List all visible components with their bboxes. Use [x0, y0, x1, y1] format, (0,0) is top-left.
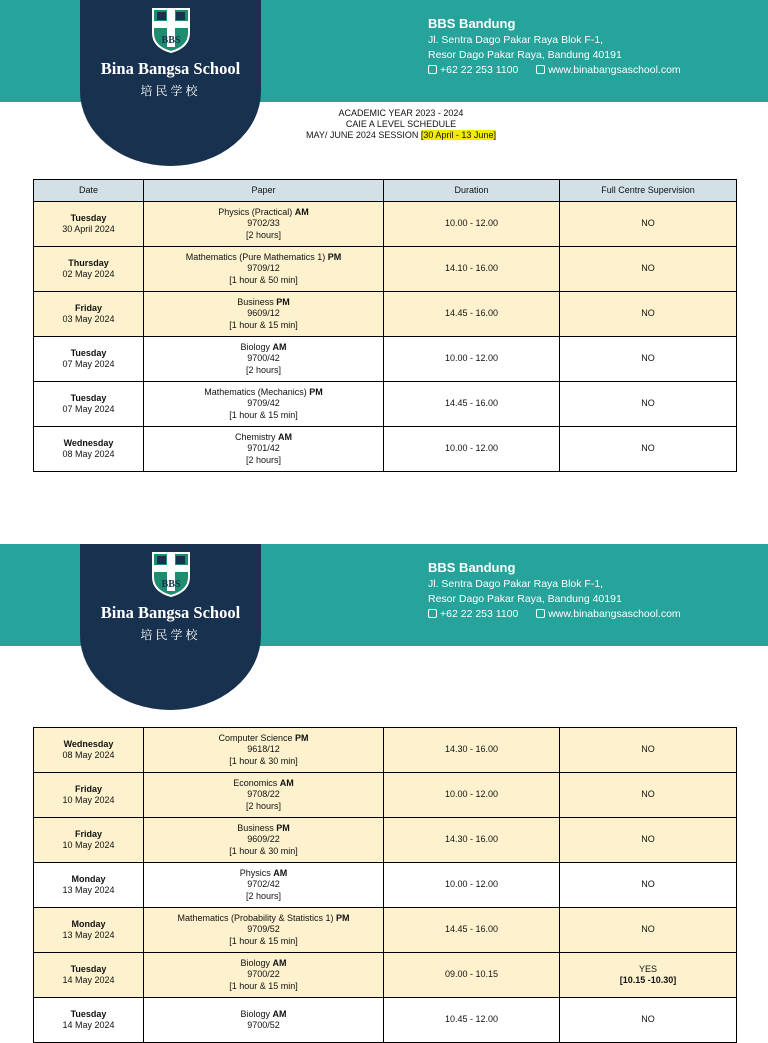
duration-cell: 14.30 - 16.00	[384, 728, 560, 773]
exam-day: Tuesday	[70, 963, 107, 974]
phone-number: +62 22 253 1100	[440, 64, 519, 76]
exam-date: 30 April 2024	[62, 224, 115, 234]
paper-session: AM	[278, 432, 292, 443]
address-line-1: Jl. Sentra Dago Pakar Raya Blok F-1,	[428, 34, 604, 46]
exam-day: Friday	[74, 783, 102, 794]
paper-subject-line	[144, 733, 383, 744]
phone-icon	[428, 65, 437, 74]
paper-session: AM	[273, 868, 288, 879]
paper-subject: Mathematics (Probability & Statistics 1)	[177, 913, 337, 924]
paper-subject-line	[144, 387, 383, 398]
supervision-value: NO	[641, 218, 655, 229]
exam-day: Tuesday	[70, 392, 107, 403]
school-name: Bina Bangsa School	[100, 59, 241, 78]
paper-cell	[144, 818, 384, 863]
table-row	[34, 728, 737, 773]
duration-cell: 10.00 - 12.00	[384, 773, 560, 818]
paper-session: PM	[295, 733, 309, 744]
phone-number: +62 22 253 1100	[440, 608, 519, 620]
paper-code: 9702/42	[247, 879, 280, 890]
paper-code: 9709/52	[247, 924, 280, 935]
paper-length: [2 hours]	[245, 800, 282, 811]
paper-subject-line	[144, 207, 383, 218]
paper-session: PM	[309, 387, 323, 398]
table-row	[34, 337, 737, 382]
session-line	[250, 130, 552, 141]
exam-day: Friday	[74, 828, 102, 839]
paper-cell	[144, 863, 384, 908]
supervision-cell	[560, 773, 737, 818]
session-dates-highlight: [30 April - 13 June]	[420, 130, 496, 140]
web-icon	[536, 609, 545, 618]
table-row	[34, 382, 737, 427]
duration-cell: 10.00 - 12.00	[384, 427, 560, 472]
exam-date: 13 May 2024	[62, 930, 115, 940]
address-line-2: Resor Dago Pakar Raya, Bandung 40191	[428, 49, 622, 61]
paper-cell	[144, 998, 384, 1043]
paper-length: [1 hour & 15 min]	[229, 409, 298, 420]
paper-subject: Mathematics (Mechanics)	[204, 387, 310, 398]
table-row	[34, 247, 737, 292]
supervision-cell	[560, 337, 737, 382]
exam-date: 08 May 2024	[62, 750, 115, 760]
paper-code: 9609/12	[247, 308, 280, 319]
exam-day: Wednesday	[63, 437, 114, 448]
contact-line	[428, 608, 681, 620]
paper-cell	[144, 953, 384, 998]
table-row	[34, 998, 737, 1043]
table-row	[34, 292, 737, 337]
table-row	[34, 863, 737, 908]
duration-cell: 10.45 - 12.00	[384, 998, 560, 1043]
paper-session: PM	[276, 823, 290, 834]
date-cell	[34, 427, 144, 472]
paper-cell	[144, 247, 384, 292]
paper-subject: Computer Science	[218, 733, 296, 744]
header-supervision: Full Centre Supervision	[560, 180, 737, 202]
paper-subject: Physics (Practical)	[218, 207, 295, 218]
duration-cell: 10.00 - 12.00	[384, 863, 560, 908]
paper-session: AM	[279, 778, 294, 789]
supervision-cell	[560, 247, 737, 292]
paper-cell	[144, 427, 384, 472]
paper-subject-line	[144, 432, 383, 443]
academic-year: ACADEMIC YEAR 2023 - 2024	[338, 108, 464, 118]
supervision-value: NO	[641, 834, 655, 845]
paper-cell	[144, 908, 384, 953]
website-link[interactable]: www.binabangsaschool.com	[548, 608, 681, 620]
duration-cell: 10.00 - 12.00	[384, 337, 560, 382]
website-link[interactable]: www.binabangsaschool.com	[548, 64, 681, 76]
contact-line	[428, 64, 681, 76]
paper-subject: Economics	[233, 778, 280, 789]
exam-day: Wednesday	[63, 738, 114, 749]
session-label: MAY/ JUNE 2024 SESSION	[306, 130, 421, 140]
date-cell	[34, 863, 144, 908]
supervision-value: NO	[641, 263, 655, 274]
supervision-cell	[560, 728, 737, 773]
supervision-cell	[560, 382, 737, 427]
address-line-1: Jl. Sentra Dago Pakar Raya Blok F-1,	[428, 578, 604, 590]
paper-session: AM	[272, 342, 287, 353]
paper-code: 9700/42	[247, 353, 280, 364]
branch-name: BBS Bandung	[428, 560, 516, 575]
exam-day: Thursday	[68, 257, 109, 268]
date-cell	[34, 818, 144, 863]
header-duration: Duration	[384, 180, 560, 202]
paper-code: 9702/33	[247, 218, 280, 229]
exam-date: 14 May 2024	[62, 1020, 115, 1030]
exam-date: 14 May 2024	[62, 975, 115, 985]
exam-board-title: CAIE A LEVEL SCHEDULE	[345, 119, 457, 129]
supervision-value: YES	[638, 963, 657, 974]
duration-cell: 14.45 - 16.00	[384, 908, 560, 953]
paper-code: 9700/22	[247, 969, 280, 980]
schedule-table-page-1	[33, 179, 737, 472]
crest-letters: BBS	[161, 35, 181, 46]
table-row	[34, 818, 737, 863]
phone-icon	[428, 609, 437, 618]
paper-subject: Biology	[240, 1008, 273, 1019]
duration-cell: 14.10 - 16.00	[384, 247, 560, 292]
date-cell	[34, 382, 144, 427]
supervision-value: NO	[641, 744, 655, 755]
paper-code: 9609/22	[247, 834, 280, 845]
date-cell	[34, 998, 144, 1043]
paper-subject: Biology	[240, 342, 273, 353]
supervision-cell	[560, 202, 737, 247]
paper-length: [1 hour & 50 min]	[229, 274, 298, 285]
table-row	[34, 953, 737, 998]
exam-date: 02 May 2024	[62, 269, 115, 279]
paper-length: [1 hour & 15 min]	[229, 935, 298, 946]
paper-cell	[144, 337, 384, 382]
duration-cell: 14.45 - 16.00	[384, 292, 560, 337]
header-date: Date	[34, 180, 144, 202]
date-cell	[34, 337, 144, 382]
web-icon	[536, 65, 545, 74]
paper-subject-line	[144, 252, 383, 263]
date-cell	[34, 953, 144, 998]
address-line-2: Resor Dago Pakar Raya, Bandung 40191	[428, 593, 622, 605]
paper-subject-line	[144, 342, 383, 353]
paper-session: PM	[327, 252, 342, 263]
paper-length: [2 hours]	[245, 890, 282, 901]
supervision-value: NO	[641, 308, 655, 319]
exam-day: Friday	[74, 302, 102, 313]
exam-date: 03 May 2024	[62, 314, 115, 324]
table-header-row	[34, 180, 737, 202]
contact-block-2	[428, 560, 681, 620]
supervision-value: NO	[641, 398, 655, 409]
supervision-cell	[560, 908, 737, 953]
duration-cell: 14.30 - 16.00	[384, 818, 560, 863]
duration-cell: 09.00 - 10.15	[384, 953, 560, 998]
exam-day: Tuesday	[70, 347, 107, 358]
exam-date: 08 May 2024	[62, 449, 115, 459]
paper-cell	[144, 382, 384, 427]
paper-code: 9709/42	[247, 398, 280, 409]
paper-subject-line	[144, 913, 383, 924]
paper-subject: Biology	[240, 958, 273, 969]
exam-day: Monday	[71, 873, 106, 884]
supervision-value: NO	[641, 353, 655, 364]
schedule-table-page-2	[33, 727, 737, 1043]
header-paper: Paper	[144, 180, 384, 202]
supervision-value: NO	[641, 924, 655, 935]
supervision-cell	[560, 953, 737, 998]
exam-date: 07 May 2024	[62, 404, 115, 414]
date-cell	[34, 773, 144, 818]
exam-date: 07 May 2024	[62, 359, 115, 369]
exam-date: 10 May 2024	[62, 795, 115, 805]
table-row	[34, 773, 737, 818]
supervision-note: [10.15 -10.30]	[619, 975, 677, 985]
date-cell	[34, 908, 144, 953]
paper-code: 9700/52	[247, 1020, 280, 1030]
duration-cell: 14.45 - 16.00	[384, 382, 560, 427]
exam-day: Tuesday	[70, 1008, 107, 1019]
paper-length: [1 hour & 15 min]	[229, 319, 298, 330]
paper-session: PM	[276, 297, 290, 308]
paper-session: AM	[272, 958, 287, 969]
supervision-cell	[560, 998, 737, 1043]
crest-icon	[151, 551, 191, 597]
paper-subject: Chemistry	[234, 432, 278, 443]
paper-length: [2 hours]	[245, 454, 282, 465]
paper-subject-line	[144, 297, 383, 308]
table-row	[34, 427, 737, 472]
paper-length: [2 hours]	[245, 229, 282, 240]
crest-letters: BBS	[161, 579, 181, 590]
paper-length: [1 hour & 15 min]	[229, 980, 298, 991]
paper-subject: Physics	[239, 868, 274, 879]
paper-length: [2 hours]	[245, 364, 282, 375]
branch-name: BBS Bandung	[428, 16, 516, 31]
paper-length: [1 hour & 30 min]	[229, 845, 298, 856]
paper-cell	[144, 773, 384, 818]
exam-day: Tuesday	[70, 212, 107, 223]
exam-day: Monday	[71, 918, 106, 929]
paper-session: AM	[294, 207, 309, 218]
exam-date: 13 May 2024	[62, 885, 115, 895]
paper-code: 9701/42	[247, 443, 280, 454]
paper-subject-line	[144, 1009, 383, 1020]
supervision-value: NO	[641, 789, 655, 800]
paper-subject: Business	[237, 297, 277, 308]
duration-cell: 10.00 - 12.00	[384, 202, 560, 247]
supervision-value: NO	[641, 1014, 655, 1025]
date-cell	[34, 202, 144, 247]
schedule-title	[250, 108, 552, 141]
paper-session: AM	[272, 1008, 287, 1019]
supervision-cell	[560, 292, 737, 337]
date-cell	[34, 292, 144, 337]
paper-subject-line	[144, 958, 383, 969]
paper-subject-line	[144, 868, 383, 879]
supervision-cell	[560, 863, 737, 908]
paper-cell	[144, 292, 384, 337]
crest-icon	[151, 7, 191, 53]
date-cell	[34, 247, 144, 292]
supervision-value: NO	[641, 879, 655, 890]
paper-length: [1 hour & 30 min]	[229, 755, 298, 766]
paper-cell	[144, 202, 384, 247]
paper-code: 9708/22	[247, 789, 280, 800]
exam-date: 10 May 2024	[62, 840, 115, 850]
paper-subject-line	[144, 823, 383, 834]
paper-subject-line	[144, 778, 383, 789]
school-chinese-name: 培民学校	[140, 628, 201, 642]
paper-code: 9618/12	[247, 744, 280, 755]
contact-block-1	[428, 16, 681, 76]
school-chinese-name: 培民学校	[140, 84, 201, 98]
paper-code: 9709/12	[247, 263, 280, 274]
table-row	[34, 908, 737, 953]
school-name: Bina Bangsa School	[100, 603, 241, 622]
supervision-cell	[560, 427, 737, 472]
table-row	[34, 202, 737, 247]
paper-cell	[144, 728, 384, 773]
paper-subject: Business	[237, 823, 277, 834]
supervision-cell	[560, 818, 737, 863]
date-cell	[34, 728, 144, 773]
paper-subject: Mathematics (Pure Mathematics 1)	[185, 252, 328, 263]
supervision-value: NO	[641, 443, 655, 454]
paper-session: PM	[336, 913, 350, 924]
